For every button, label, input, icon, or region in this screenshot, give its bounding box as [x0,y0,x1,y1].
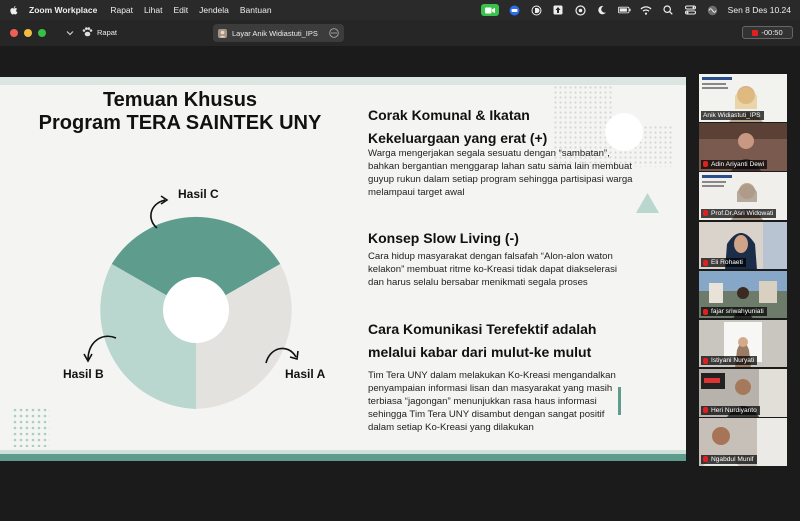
section-2-line: Cara hidup masyarakat dengan falsafah “Alon-alon waton [368,251,613,262]
mic-muted-icon [703,456,708,462]
slide-bottom-band [0,454,686,461]
mic-muted-icon [703,161,708,167]
participant-name: Ngabdul Munif [711,455,754,463]
slide-title [20,89,340,135]
menu-bantuan[interactable]: Bantuan [239,5,272,15]
status-icons [481,0,800,20]
participant-name: fajar sriwahyuniati [711,308,764,316]
slide-title-line2: Program TERA SAINTEK UNY [38,112,322,134]
zoom-title-bar [0,20,800,46]
decor-bar [617,387,623,415]
section-1-body [368,147,633,199]
section-1-heading [368,104,547,150]
paw-icon [82,27,93,37]
meeting-label-text: Rapat [97,27,118,37]
donut-hole [163,277,229,343]
participant-name: Eli Rohaeti [711,259,743,267]
participant-name-tag [701,356,757,365]
participant-name: Prof.Dr.Asri Widowati [711,209,774,217]
arrow-hasil-b-icon [82,334,122,364]
section-3-line: sehingga Tim Tera UNY disambut dengan sangat positif [368,409,605,420]
section-3-heading-line2: melalui kabar dari mulut-ke mulut [368,344,592,360]
section-1-heading-line2: Kekeluargaan yang erat (+) [368,130,548,146]
slide-top-band [0,77,686,85]
menu-jendela[interactable]: Jendela [199,5,229,15]
participant-tile[interactable] [699,222,787,270]
menu-lihat[interactable]: Lihat [144,5,163,15]
menubar-clock[interactable]: Sen 8 Des 10.24 [727,5,791,15]
mic-muted-icon [703,260,708,266]
shared-screen-area [0,46,686,521]
section-2-body [368,250,617,289]
chart-label-hasil-a: Hasil A [285,367,326,381]
battery-icon[interactable] [618,4,631,16]
meeting-label[interactable] [82,27,117,37]
section-1-line: Warga mengerjakan segala sesuatu dengan “sambatan”, [368,148,610,159]
chart-label-hasil-b: Hasil B [63,367,104,381]
control-center-icon[interactable] [684,4,697,16]
mic-muted-icon [703,407,708,413]
macos-menu-bar [0,0,800,20]
circle-d-icon[interactable] [530,4,543,16]
chart-label-hasil-c: Hasil C [178,187,219,201]
presenter-avatar-icon [218,29,227,38]
participant-name: Heri Nurdiyanto [711,406,757,414]
participant-name: Anik Widiastuti_IPS [703,111,761,119]
section-2-heading: Konsep Slow Living (-) [368,230,519,246]
meeting-timer[interactable] [742,26,793,39]
section-1-line: guyup rukun dalam setiap program sehingga partisipasi warga [368,174,633,185]
zoom-badge-icon[interactable] [508,4,521,16]
arrow-hasil-a-icon [262,343,302,367]
wifi-icon[interactable] [640,4,653,16]
window-minimize-button[interactable] [24,29,32,37]
donut-chart [96,210,296,410]
participant-name: Istiyani Nuryati [711,357,755,365]
decor-triangle [635,192,660,214]
participant-name-tag [701,160,767,169]
arrow-hasil-c-icon [145,194,175,230]
upload-box-icon[interactable] [552,4,565,16]
participant-name: Adin Ariyanti Dewi [711,160,765,168]
participant-tile[interactable] [699,271,787,319]
participant-tile[interactable] [699,320,787,368]
presentation-slide [0,77,686,461]
participant-name-tag [701,307,767,316]
window-zoom-button[interactable] [38,29,46,37]
section-3-line: terbiasa “jagongan” menunjukkan rasa haus informasi [368,396,597,407]
section-3-heading-line1: Cara Komunikasi Terefektif adalah [368,321,597,337]
app-name[interactable]: Zoom Workplace [29,5,98,15]
share-indicator[interactable] [213,24,344,42]
participant-tile[interactable] [699,418,787,466]
timer-text: -00:50 [761,28,783,37]
participant-tile[interactable] [699,74,787,122]
participant-tile[interactable] [699,123,787,171]
participant-gallery [699,74,787,468]
record-dot-icon [752,30,758,36]
section-3-line: dalam setiap Ko-Kreasi yang dilakukan [368,422,534,433]
siri-icon[interactable] [706,4,719,16]
participant-name-tag [701,455,757,464]
apple-icon[interactable] [9,5,19,16]
window-close-button[interactable] [10,29,18,37]
participant-tile[interactable] [699,369,787,417]
section-1-line: melampaui target awal [368,187,465,198]
section-2-line: dan harus selalu bersabar menikmati segala proses [368,277,588,288]
search-icon[interactable] [662,4,675,16]
participant-name-tag [701,258,746,267]
menu-edit[interactable]: Edit [173,5,189,15]
section-1-line: bahkan bergantian menggarap lahan satu sama lain membuat [368,161,633,172]
participant-name-tag [701,209,776,218]
creative-cloud-icon[interactable] [574,4,587,16]
more-options-icon[interactable] [329,28,339,38]
chevron-down-icon[interactable] [66,30,74,36]
mic-muted-icon [703,309,708,315]
section-3-body [368,369,616,434]
dark-mode-icon[interactable] [596,4,609,16]
section-1-heading-line1: Corak Komunal & Ikatan [368,107,530,123]
section-3-line: penyampaian informasi lisan dan masyarakat yang masih [368,383,613,394]
decor-circle [604,112,644,152]
section-2-line: kelakon” membuat ritme ko-Kreasi tidak dapat diakselerasi [368,264,618,275]
participant-name-tag [701,111,764,120]
section-3-line: Tim Tera UNY dalam melakukan Ko-Kreasi mengandalkan [368,370,616,381]
zoom-video-status-icon[interactable] [481,4,499,16]
mic-muted-icon [703,358,708,364]
decor-dots-bottom-left [12,407,50,447]
section-3-heading [368,318,596,364]
participant-name-tag [701,406,760,415]
slide-title-line1: Temuan Khusus [102,89,258,111]
mic-muted-icon [703,210,708,216]
menu-rapat[interactable]: Rapat [110,5,134,15]
participant-tile[interactable] [699,172,787,220]
share-label: Layar Anik Widiastuti_IPS [232,28,318,38]
